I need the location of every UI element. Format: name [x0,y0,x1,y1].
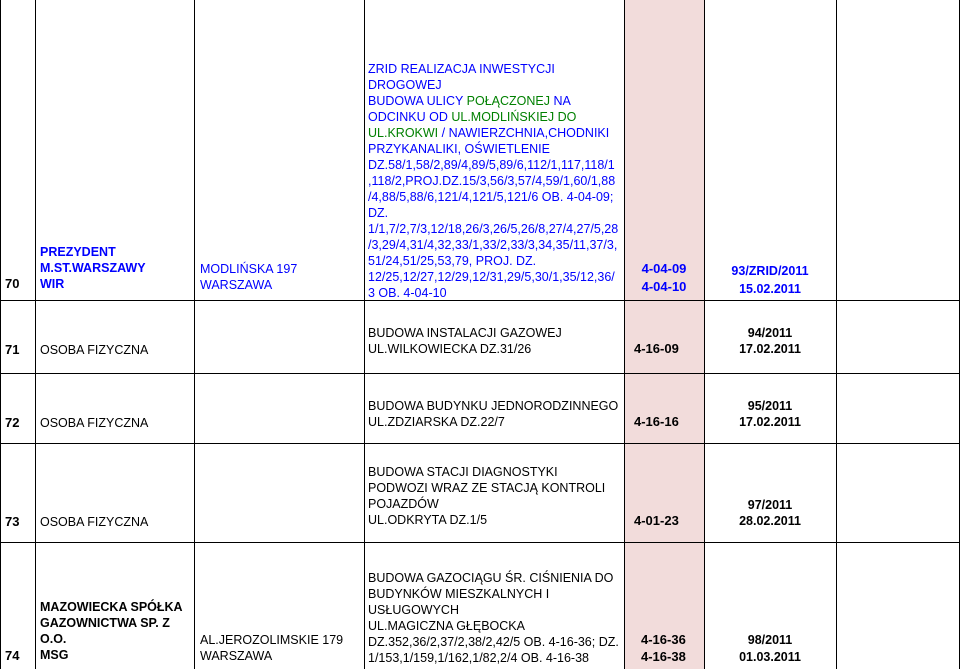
decision-number: 97/2011 [747,498,793,512]
decision-date: 28.02.2011 [739,514,801,528]
description-line: BUDOWA BUDYNKU JEDNORODZINNEGO [368,399,619,413]
grid-line [624,0,625,669]
description-line: 12/25,12/27,12/29,12/31,29/5,30/1,35/12,36/ [368,270,615,284]
description-line: ,118/2,PROJ.DZ.15/3,56/3,57/4,59/1,60/1,88 [368,174,616,188]
decision-date: 15.02.2011 [739,282,801,296]
investor-line: PREZYDENT [40,245,116,259]
description-line: UL.MAGICZNA GŁĘBOCKA [368,619,525,633]
description-line: DZ.58/1,58/2,89/4,89/5,89/6,112/1,117,118/1 [368,158,615,172]
row-number: 71 [5,342,20,357]
description-line: BUDOWA INSTALACJI GAZOWEJ [368,326,562,340]
row-number: 70 [5,276,20,291]
decision-number: 93/ZRID/2011 [731,264,809,278]
precinct-code: 4-04-09 [641,261,687,276]
investor-line: MAZOWIECKA SPÓŁKA [40,600,183,614]
precinct-code: 4-01-23 [634,513,679,528]
grid-line [364,0,365,669]
description-line: ZRID REALIZACJA INWESTYCJI [368,62,555,76]
description-line: PODWOZI WRAZ ZE STACJĄ KONTROLI [368,481,606,495]
description-line: UL.ODKRYTA DZ.1/5 [368,513,488,527]
decision-number: 98/2011 [747,633,793,647]
precinct-code: 4-04-10 [641,279,687,294]
description-line: BUDOWA ULICY POŁĄCZONEJ NA [368,94,571,108]
description-line: DROGOWEJ [368,78,442,92]
description-line: 3 OB. 4-04-10 [368,286,447,300]
description-line: 1/1,7/2,7/3,12/18,26/3,26/5,26/8,27/4,27/5,28 [368,222,619,236]
address-line: AL.JEROZOLIMSKIE 179 [200,633,344,647]
precinct-code: 4-16-09 [634,341,679,356]
pink-column [624,0,704,669]
description-line: USŁUGOWYCH [368,603,459,617]
description-line: POJAZDÓW [368,497,439,511]
decision-date: 17.02.2011 [739,415,801,429]
investor-name: OSOBA FIZYCZNA [40,416,149,430]
row-separator [0,300,960,301]
description-line: 1/153,1/159,1/162,1/82,2/4 OB. 4-16-38 [368,651,590,665]
grid-line [194,0,195,669]
address-line: WARSZAWA [200,649,273,663]
address-line: WARSZAWA [200,278,273,292]
investor-line: GAZOWNICTWA SP. Z [40,616,170,630]
description-line: BUDOWA STACJI DIAGNOSTYKI [368,465,558,479]
grid-line [35,0,36,669]
row-number: 73 [5,514,20,529]
decision-number: 94/2011 [747,326,793,340]
investor-name: OSOBA FIZYCZNA [40,343,149,357]
grid-line [836,0,837,669]
description-line: DZ. [368,206,389,220]
investor-name: OSOBA FIZYCZNA [40,515,149,529]
description-line: UL.WILKOWIECKA DZ.31/26 [368,342,532,356]
row-number: 74 [5,648,20,663]
investor-line: M.ST.WARSZAWY [40,261,146,275]
description-line: ODCINKU OD UL.MODLIŃSKIEJ DO [368,110,577,124]
description-line: UL.KROKWI / NAWIERZCHNIA,CHODNIKI [368,126,610,140]
description-line: 51/24,51/25,53,79, PROJ. DZ. [368,254,537,268]
precinct-code: 4-16-16 [634,414,679,429]
investor-line: WIR [40,277,65,291]
description-line: /3,29/4,31/4,32,33/1,33/2,33/3,34,35/11,37/3, [368,238,618,252]
description-line: BUDYNKÓW MIESZKALNYCH I [368,587,550,601]
decision-date: 01.03.2011 [739,650,801,664]
precinct-code: 4-16-36 [641,632,686,647]
row-separator [0,443,960,444]
row-separator [0,373,960,374]
row-separator [0,542,960,543]
description-line: BUDOWA GAZOCIĄGU ŚR. CIŚNIENIA DO [368,571,614,585]
description-line: PRZYKANALIKI, OŚWIETLENIE [368,142,550,156]
grid-line [0,0,1,669]
description-line: DZ.352,36/2,37/2,38/2,42/5 OB. 4-16-36; DZ. [368,635,619,649]
precinct-code: 4-16-38 [641,649,686,664]
row-number: 72 [5,415,20,430]
investor-line: MSG [40,648,69,662]
description-line: /4,88/5,88/6,121/4,121/5,121/6 OB. 4-04-09; [368,190,614,204]
decision-date: 17.02.2011 [739,342,801,356]
investor-line: O.O. [40,632,67,646]
decision-number: 95/2011 [747,399,793,413]
description-line: UL.ZDZIARSKA DZ.22/7 [368,415,505,429]
address-line: MODLIŃSKA 197 [200,262,298,276]
